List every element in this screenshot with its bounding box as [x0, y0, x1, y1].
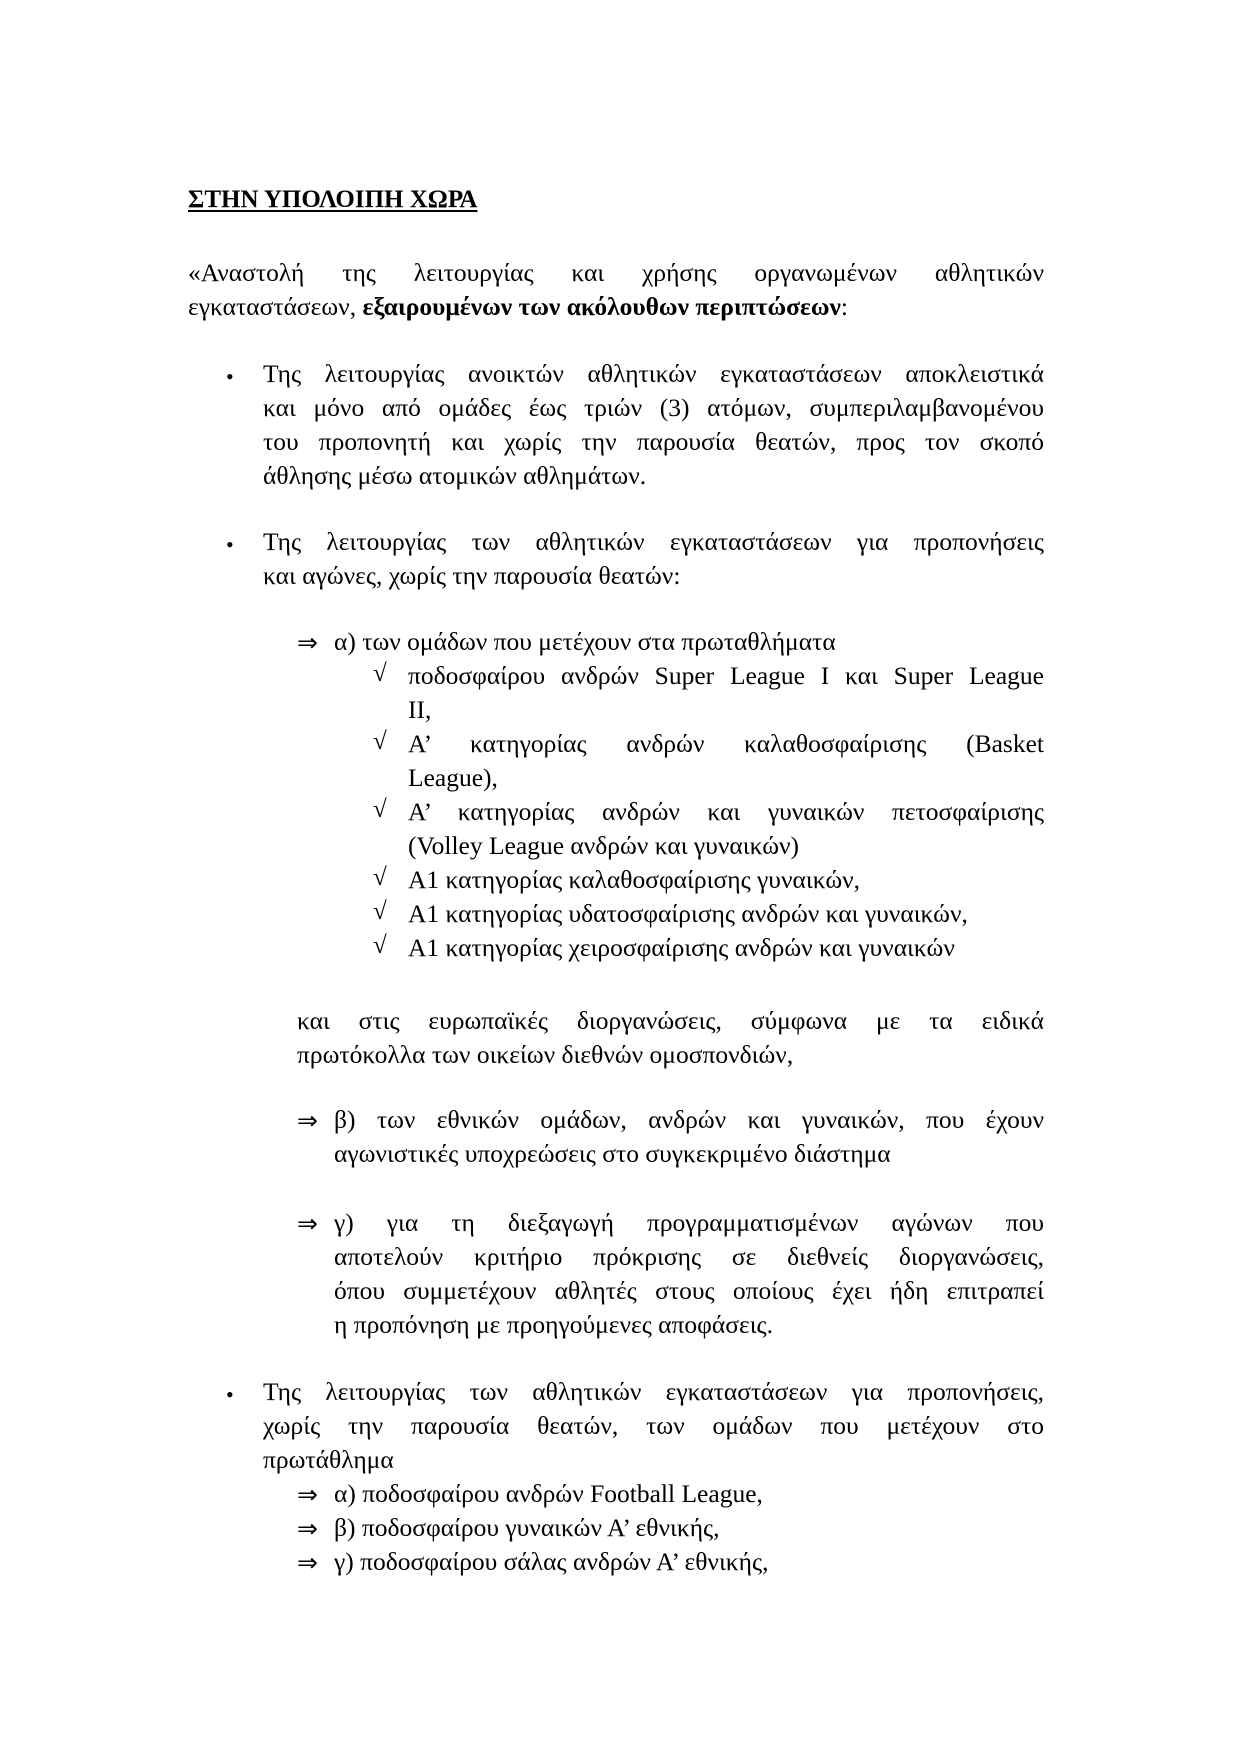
check-item-line: II,: [408, 695, 432, 724]
bullet-icon: •: [226, 1382, 234, 1407]
sub-b-line: β) των εθνικών ομάδων, ανδρών και γυναικών, που έχουν: [334, 1105, 1044, 1134]
intro-paragraph: [188, 256, 1044, 324]
check-item: [408, 863, 1044, 897]
check-icon: √: [373, 932, 387, 959]
check-icon: √: [373, 796, 387, 823]
check-item: [408, 727, 1044, 795]
bullet-2-line: Της λειτουργίας των αθλητικών εγκαταστάσεων για προπονήσεις: [263, 527, 1044, 556]
intro-bold-text: εξαιρουμένων των ακόλουθων περιπτώσεων: [362, 292, 841, 321]
bullet-2-line: και αγώνες, χωρίς την παρουσία θεατών:: [263, 561, 681, 590]
bullet-icon: •: [226, 532, 234, 557]
sub-b-line: αγωνιστικές υποχρεώσεις στο συγκεκριμένο διάστημα: [334, 1139, 891, 1168]
bullet-3-sub-line: α) ποδοσφαίρου ανδρών Football League,: [334, 1479, 763, 1508]
intro-colon: :: [840, 292, 849, 321]
check-icon: √: [373, 864, 387, 891]
check-item: [408, 931, 1044, 965]
bullet-1-line: και μόνο από ομάδες έως τριών (3) ατόμων, συμπεριλαμβανομένου: [263, 393, 1044, 422]
bullet-1-paragraph: [263, 357, 1044, 493]
sub-b-paragraph: [334, 1103, 1044, 1171]
intro-text: εγκαταστάσεων,: [188, 292, 363, 321]
check-item: [408, 659, 1044, 727]
check-icon: √: [373, 898, 387, 925]
bullet-1-line: άθλησης μέσω ατομικών αθλημάτων.: [263, 461, 647, 490]
bullet-3-sub: [334, 1511, 1044, 1545]
check-icon: √: [373, 728, 387, 755]
sub-c-line: αποτελούν κριτήριο πρόκρισης σε διεθνείς διοργανώσεις,: [334, 1242, 1044, 1271]
sub-c-paragraph: [334, 1206, 1044, 1342]
bullet-3-line: πρωτάθλημα: [263, 1445, 394, 1474]
sub-a-heading: [334, 625, 1044, 659]
arrow-right-icon: ⇒: [297, 628, 318, 657]
sub-c-line: γ) για τη διεξαγωγή προγραμματισμένων αγώνων που: [334, 1208, 1044, 1237]
arrow-right-icon: ⇒: [297, 1106, 318, 1135]
check-icon: √: [373, 660, 387, 687]
bullet-3-sub-line: β) ποδοσφαίρου γυναικών Α’ εθνικής,: [334, 1513, 720, 1542]
sub-c-line: η προπόνηση με προηγούμενες αποφάσεις.: [334, 1310, 774, 1339]
arrow-right-icon: ⇒: [297, 1209, 318, 1238]
check-item: [408, 795, 1044, 863]
bullet-3-sub: [334, 1477, 1044, 1511]
bullet-3-sub-line: γ) ποδοσφαίρου σάλας ανδρών Α’ εθνικής,: [334, 1547, 769, 1576]
bullet-icon: •: [226, 364, 234, 389]
check-item: [408, 897, 1044, 931]
intro-line-1: «Αναστολή της λειτουργίας και χρήσης οργανωμένων αθλητικών: [188, 258, 1044, 287]
section-heading: ΣΤΗΝ ΥΠΟΛΟΙΠΗ ΧΩΡΑ: [188, 186, 478, 213]
arrow-right-icon: ⇒: [297, 1514, 318, 1543]
check-item-line: Α1 κατηγορίας χειροσφαίρισης ανδρών και γυναικών: [408, 933, 955, 962]
check-item-line: Α’ κατηγορίας ανδρών και γυναικών πετοσφαίρισης: [408, 797, 1044, 826]
bullet-3-line: χωρίς την παρουσία θεατών, των ομάδων που μετέχουν στο: [263, 1411, 1044, 1440]
bullet-1-line: Της λειτουργίας ανοικτών αθλητικών εγκαταστάσεων αποκλειστικά: [263, 359, 1044, 388]
bullet-3-sub: [334, 1545, 1044, 1579]
check-item-line: ποδοσφαίρου ανδρών Super League I και Super League: [408, 661, 1044, 690]
bullet-3-paragraph: [263, 1375, 1044, 1477]
european-line: πρωτόκολλα των οικείων διεθνών ομοσπονδιών,: [297, 1040, 794, 1069]
sub-a-text: α) των ομάδων που μετέχουν στα πρωταθλήματα: [334, 627, 836, 656]
check-item-line: League),: [408, 763, 498, 792]
arrow-right-icon: ⇒: [297, 1480, 318, 1509]
bullet-1-line: του προπονητή και χωρίς την παρουσία θεατών, προς τον σκοπό: [263, 427, 1044, 456]
bullet-2-paragraph: [263, 525, 1044, 593]
intro-line-2: [188, 290, 1044, 324]
arrow-right-icon: ⇒: [297, 1548, 318, 1577]
check-item-line: (Volley League ανδρών και γυναικών): [408, 831, 800, 860]
european-paragraph: [297, 1004, 1044, 1072]
check-item-line: Α1 κατηγορίας καλαθοσφαίρισης γυναικών,: [408, 865, 861, 894]
european-line: και στις ευρωπαϊκές διοργανώσεις, σύμφωνα με τα ειδικά: [297, 1006, 1044, 1035]
sub-c-line: όπου συμμετέχουν αθλητές στους οποίους έχει ήδη επιτραπεί: [334, 1276, 1044, 1305]
check-item-line: Α1 κατηγορίας υδατοσφαίρισης ανδρών και γυναικών,: [408, 899, 968, 928]
bullet-3-line: Της λειτουργίας των αθλητικών εγκαταστάσεων για προπονήσεις,: [263, 1377, 1044, 1406]
check-item-line: Α’ κατηγορίας ανδρών καλαθοσφαίρισης (Basket: [408, 729, 1044, 758]
